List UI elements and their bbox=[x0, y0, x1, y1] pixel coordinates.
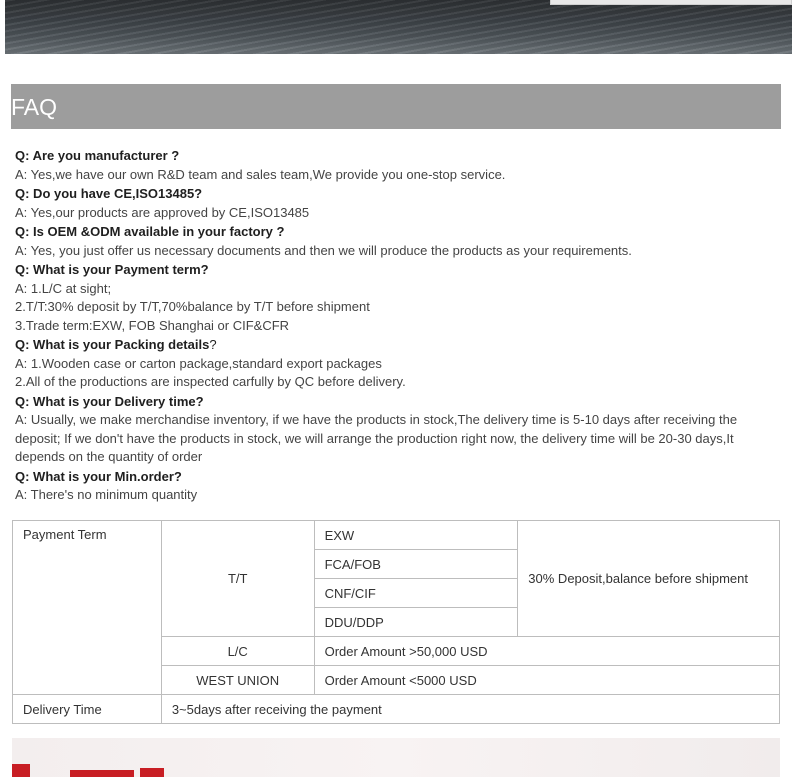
faq-answer: 2.T/T:30% deposit by T/T,70%balance by T/T before shipment bbox=[15, 299, 370, 314]
faq-title: FAQ bbox=[11, 94, 58, 120]
tt-note: 30% Deposit,balance before shipment bbox=[518, 521, 780, 637]
faq-question: Q: What is your Delivery time? bbox=[15, 393, 204, 409]
wu-value: Order Amount <5000 USD bbox=[314, 666, 779, 695]
faq-question: Q: Are you manufacturer ? bbox=[15, 148, 180, 163]
tt-label: T/T bbox=[161, 521, 314, 637]
logo-fragment bbox=[70, 770, 134, 777]
logo-fragment bbox=[140, 768, 164, 777]
faq-header bbox=[11, 84, 781, 129]
faq-list bbox=[15, 146, 785, 505]
payment-terms-table bbox=[12, 520, 780, 724]
faq-question-suffix: ? bbox=[209, 337, 217, 352]
lc-value: Order Amount >50,000 USD bbox=[314, 637, 779, 666]
tt-term: FCA/FOB bbox=[314, 550, 518, 579]
faq-answer: A: Yes,we have our own R&D team and sales team,We provide you one-stop service. bbox=[15, 166, 506, 182]
payment-term-label: Payment Term bbox=[13, 521, 162, 695]
tt-term: DDU/DDP bbox=[314, 608, 518, 637]
faq-question-text: Q: What is your Packing details bbox=[15, 337, 210, 352]
delivery-time-label: Delivery Time bbox=[13, 695, 162, 724]
lc-label: L/C bbox=[161, 637, 314, 666]
tt-term: CNF/CIF bbox=[314, 579, 518, 608]
faq-question: Q: What is your Min.order? bbox=[15, 468, 182, 484]
faq-answer: A: Usually, we make merchandise inventory, if we have the products in stock,The delivery time is 5-10 days after receiving the deposit; If we don't have the products in stock, we will arrange the production right now, the delivery time will be 20-30 days,It depends on the quantity of order bbox=[15, 412, 738, 464]
faq-answer: A: 1.Wooden case or carton package,standard export packages bbox=[15, 355, 382, 371]
faq-question bbox=[15, 336, 785, 355]
banner-panel bbox=[550, 0, 792, 5]
faq-answer: A: Yes,our products are approved by CE,ISO13485 bbox=[15, 204, 310, 220]
faq-question: Q: What is your Payment term? bbox=[15, 262, 209, 277]
tt-term: EXW bbox=[314, 521, 518, 550]
faq-answer: A: 1.L/C at sight; bbox=[15, 280, 112, 296]
faq-answer: 3.Trade term:EXW, FOB Shanghai or CIF&CFR bbox=[15, 317, 290, 333]
faq-answer: 2.All of the productions are inspected carfully by QC before delivery. bbox=[15, 374, 406, 389]
table-row bbox=[13, 695, 780, 724]
bottom-banner-image bbox=[12, 738, 780, 777]
delivery-time-value: 3~5days after receiving the payment bbox=[161, 695, 779, 724]
faq-answer: A: There's no minimum quantity bbox=[15, 487, 198, 502]
wu-label: WEST UNION bbox=[161, 666, 314, 695]
table-row bbox=[13, 521, 780, 550]
logo-fragment bbox=[12, 764, 30, 777]
faq-question: Q: Do you have CE,ISO13485? bbox=[15, 186, 203, 201]
faq-answer: A: Yes, you just offer us necessary documents and then we will produce the products as your requirements. bbox=[15, 242, 632, 258]
faq-question: Q: Is OEM &ODM available in your factory ? bbox=[15, 224, 285, 239]
top-banner-image bbox=[5, 0, 792, 54]
